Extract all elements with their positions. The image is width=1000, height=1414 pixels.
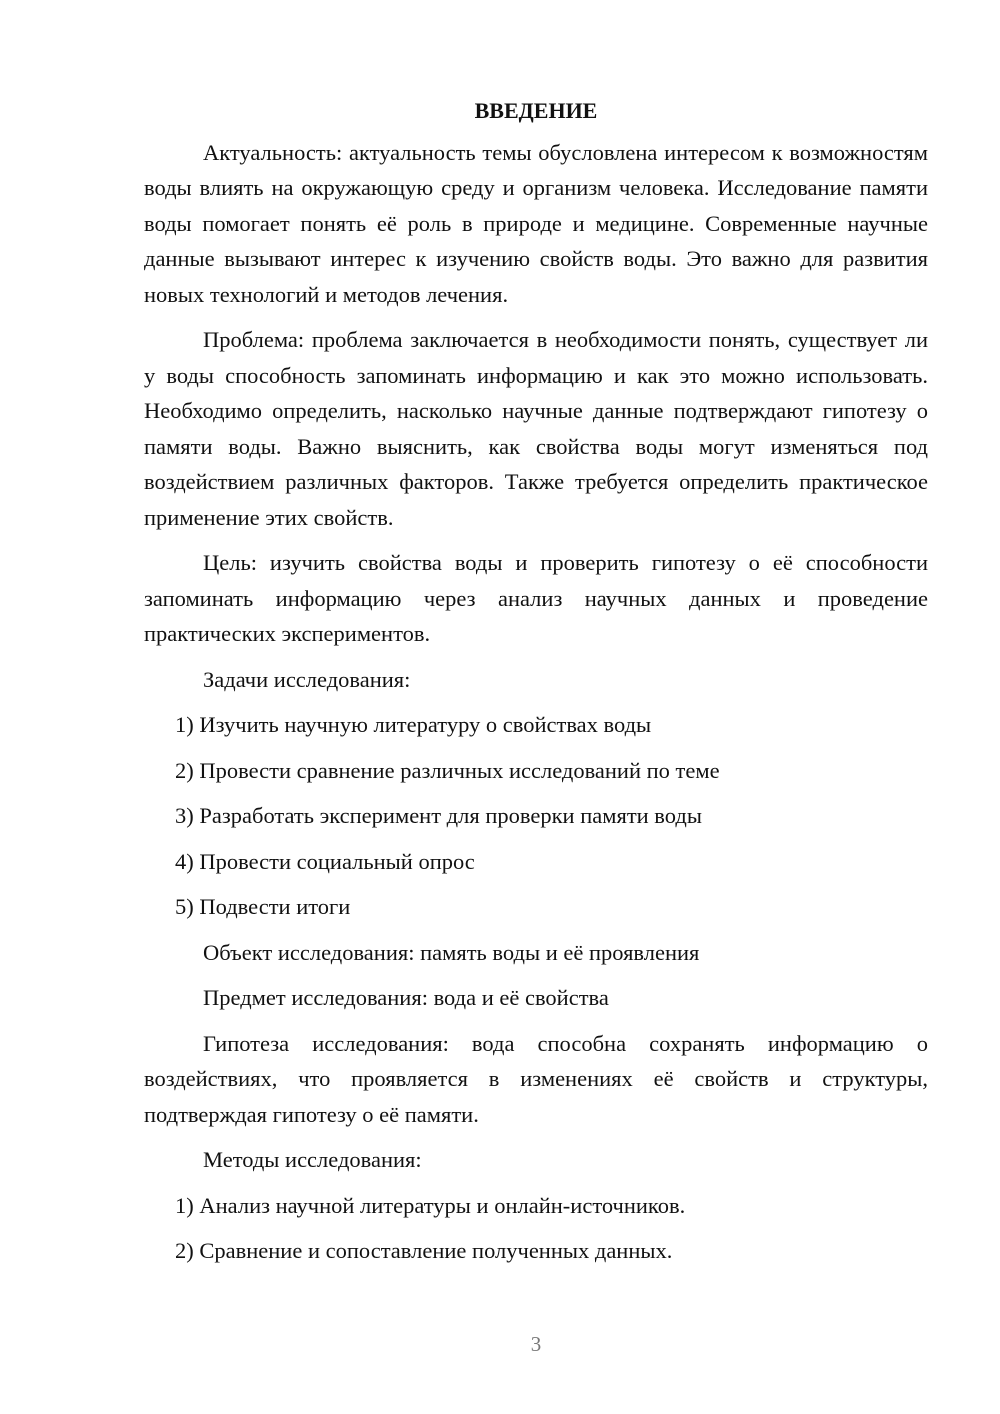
methods-heading: Методы исследования: <box>203 1147 422 1172</box>
method-item: 1) Анализ научной литературы и онлайн-источников. <box>175 1192 686 1218</box>
subject-line: Предмет исследования: вода и её свойства <box>203 985 609 1010</box>
tasks-heading: Задачи исследования: <box>203 666 411 692</box>
page-content <box>144 93 928 1279</box>
section-title: ВВЕДЕНИЕ <box>474 98 598 123</box>
relevance-paragraph: Актуальность: актуальность темы обусловлена интересом к возможностям воды влиять на окружающую среду и организм человека. Исследование памяти воды помогает понять её роль в природе и медицине. Современные научные данные вызывают интерес к изучению свойств воды. Это важно для развития новых технологий и методов лечения. <box>144 139 928 307</box>
problem-paragraph: Проблема: проблема заключается в необходимости понять, существует ли у воды способность запоминать информацию и как это можно использовать. Необходимо определить, насколько научные данные подтверждают гипотезу о памяти воды. Важно выяснить, как свойства воды могут изменяться под воздействием различных факторов. Также требуется определить практическое применение этих свойств. <box>144 327 928 530</box>
goal-paragraph: Цель: изучить свойства воды и проверить гипотезу о её способности запоминать информацию через анализ научных данных и проведение практических экспериментов. <box>144 550 928 646</box>
methods-list <box>144 1188 928 1269</box>
task-item: 5) Подвести итоги <box>175 894 351 919</box>
task-item: 4) Провести социальный опрос <box>175 848 475 874</box>
page-number: 3 <box>530 1332 542 1356</box>
method-item: 2) Сравнение и сопоставление полученных данных. <box>175 1238 673 1263</box>
hypothesis-paragraph: Гипотеза исследования: вода способна сохранять информацию о воздействиях, что проявляется в изменениях её свойств и структуры, подтверждая гипотезу о её памяти. <box>144 1030 928 1127</box>
object-line: Объект исследования: память воды и её проявления <box>203 939 700 965</box>
tasks-list <box>144 707 928 925</box>
task-item: 2) Провести сравнение различных исследований по теме <box>175 757 720 783</box>
task-item: 1) Изучить научную литературу о свойствах воды <box>175 712 652 737</box>
task-item: 3) Разработать эксперимент для проверки памяти воды <box>175 803 702 828</box>
